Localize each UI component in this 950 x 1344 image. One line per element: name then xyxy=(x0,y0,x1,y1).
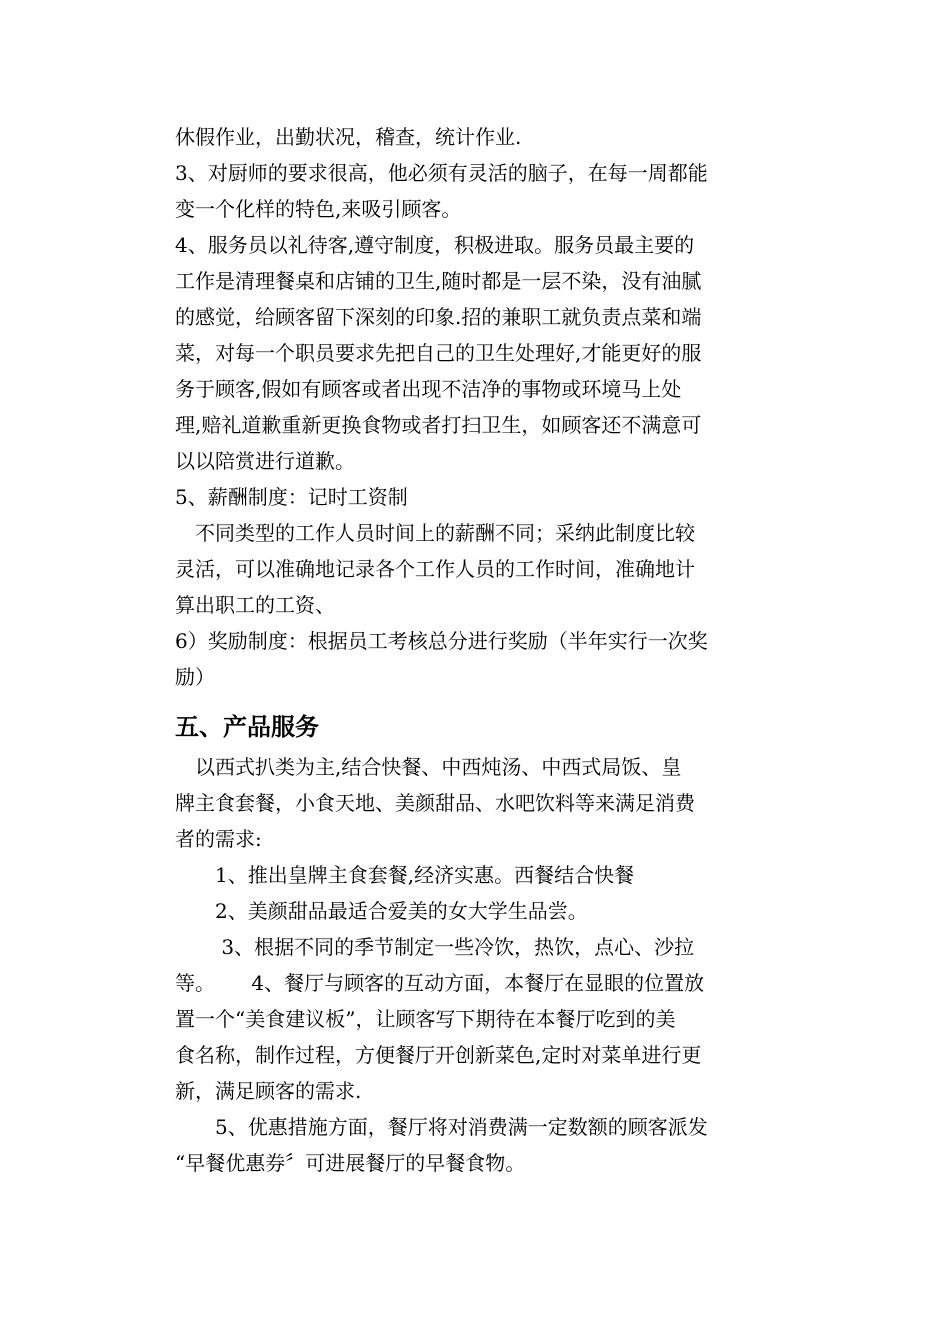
text-line: 2、美颜甜品最适合爱美的女大学生品尝。 xyxy=(175,899,588,923)
text-line: 以以陪赏进行道歉。 xyxy=(175,449,355,473)
text-line: 不同类型的工作人员时间上的薪酬不同；采纳此制度比较 xyxy=(175,521,695,545)
text-line: 理,赔礼道歉重新更换食物或者打扫卫生，如顾客还不满意可 xyxy=(175,413,702,437)
text-line: 的感觉，给顾客留下深刻的印象.招的兼职工就负责点菜和端 xyxy=(175,305,702,329)
text-line: 置一个“美食建议板”，让顾客写下期待在本餐厅吃到的美 xyxy=(175,1007,676,1031)
text-line: 5、薪酬制度：记时工资制 xyxy=(175,485,408,509)
text-line: 励） xyxy=(175,665,215,689)
text-line: 务于顾客,假如有顾客或者出现不洁净的事物或环境马上处 xyxy=(175,377,682,401)
text-line: 5、优惠措施方面，餐厅将对消费满一定数额的顾客派发 xyxy=(175,1115,708,1139)
text-line: 休假作业，出勤状况，稽查，统计作业. xyxy=(175,125,522,149)
text-line: 变一个化样的特色,来吸引顾客。 xyxy=(175,197,462,221)
text-line: 新，满足顾客的需求. xyxy=(175,1079,362,1103)
text-line: 4、服务员以礼待客,遵守制度，积极进取。服务员最主要的 xyxy=(175,233,695,257)
text-line: 菜，对每一个职员要求先把自己的卫生处理好,才能更好的服 xyxy=(175,341,702,365)
text-line: 以西式扒类为主,结合快餐、中西炖汤、中西式局饭、皇 xyxy=(175,755,682,779)
text-line: 3、对厨师的要求很高，他必须有灵活的脑子，在每一周都能 xyxy=(175,161,708,185)
text-line: 食名称，制作过程，方便餐厅开创新菜色,定时对菜单进行更 xyxy=(175,1043,702,1067)
text-line: 等。 4、餐厅与顾客的互动方面，本餐厅在显眼的位置放 xyxy=(175,971,705,995)
text-line: 工作是清理餐桌和店铺的卫生,随时都是一层不染，没有油腻 xyxy=(175,269,702,293)
text-line: 1、推出皇牌主食套餐,经济实惠。西餐结合快餐 xyxy=(175,863,635,887)
section-heading: 五、产品服务 xyxy=(175,713,319,741)
text-line: 者的需求: xyxy=(175,827,262,851)
text-line: “早餐优惠券〞可进展餐厅的早餐食物。 xyxy=(175,1151,526,1175)
text-line: 牌主食套餐，小食天地、美颜甜品、水吧饮料等来满足消费 xyxy=(175,791,695,815)
text-line: 6）奖励制度：根据员工考核总分进行奖励（半年实行一次奖 xyxy=(175,629,708,653)
text-line: 3、根据不同的季节制定一些冷饮，热饮，点心、沙拉 xyxy=(175,935,695,959)
text-line: 灵活，可以准确地记录各个工作人员的工作时间，准确地计 xyxy=(175,557,695,581)
text-line: 算出职工的工资、 xyxy=(175,593,335,617)
